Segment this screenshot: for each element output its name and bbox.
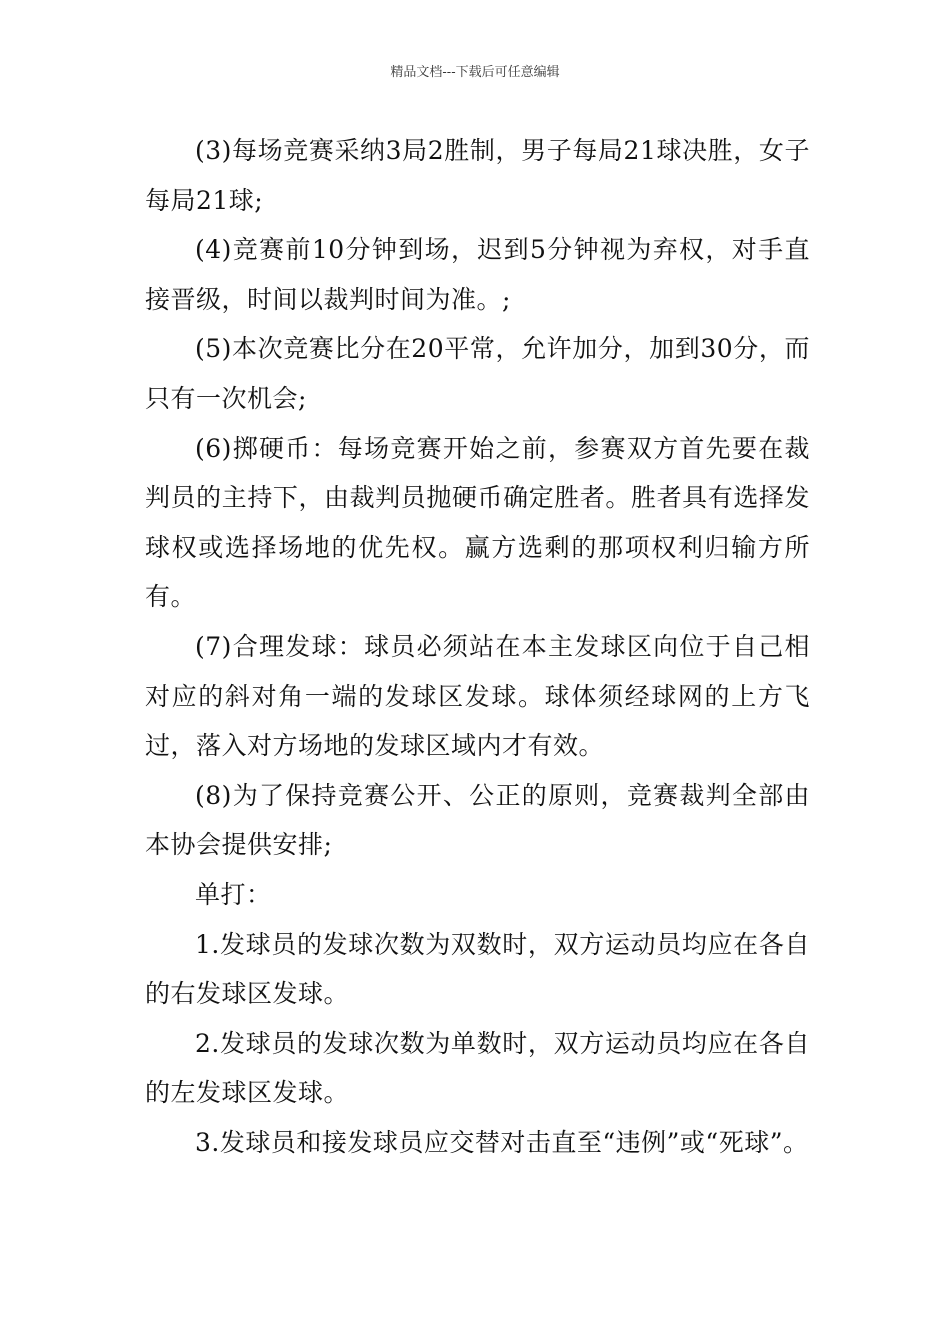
section-heading-singles: 单打： — [195, 879, 272, 909]
paragraph-rule-6: (6)掷硬币：每场竞赛开始之前，参赛双方首先要在裁判员的主持下，由裁判员抛硬币确定胜者。胜者具有选择发球权或选择场地的优先权。赢方选剩的那项权利归输方所有。 — [145, 433, 810, 612]
paragraph-rule-3: (3)每场竞赛采纳3局2胜制，男子每局21球决胜，女子每局21球; — [145, 136, 810, 215]
paragraph-rule-7: (7)合理发球：球员必须站在本主发球区向位于自己相对应的斜对角一端的发球区发球。球体须经球网的上方飞过，落入对方场地的发球区域内才有效。 — [145, 631, 810, 761]
document-body — [145, 126, 810, 1167]
singles-rule-3: 3.发球员和接发球员应交替对击直至“违例”或“死球”。 — [195, 1127, 809, 1157]
singles-rule-2: 2.发球员的发球次数为单数时，双方运动员均应在各自的左发球区发球。 — [145, 1028, 810, 1108]
page-header: 精品文档---下载后可任意编辑 — [390, 65, 560, 80]
singles-rule-1: 1.发球员的发球次数为双数时，双方运动员均应在各自的右发球区发球。 — [145, 929, 810, 1009]
paragraph-rule-8: (8)为了保持竞赛公开、公正的原则，竞赛裁判全部由本协会提供安排; — [145, 780, 810, 860]
paragraph-rule-4: (4)竞赛前10分钟到场，迟到5分钟视为弃权，对手直接晋级，时间以裁判时间为准。; — [145, 235, 810, 314]
paragraph-rule-5: (5)本次竞赛比分在20平常，允许加分，加到30分，而只有一次机会; — [145, 334, 810, 413]
